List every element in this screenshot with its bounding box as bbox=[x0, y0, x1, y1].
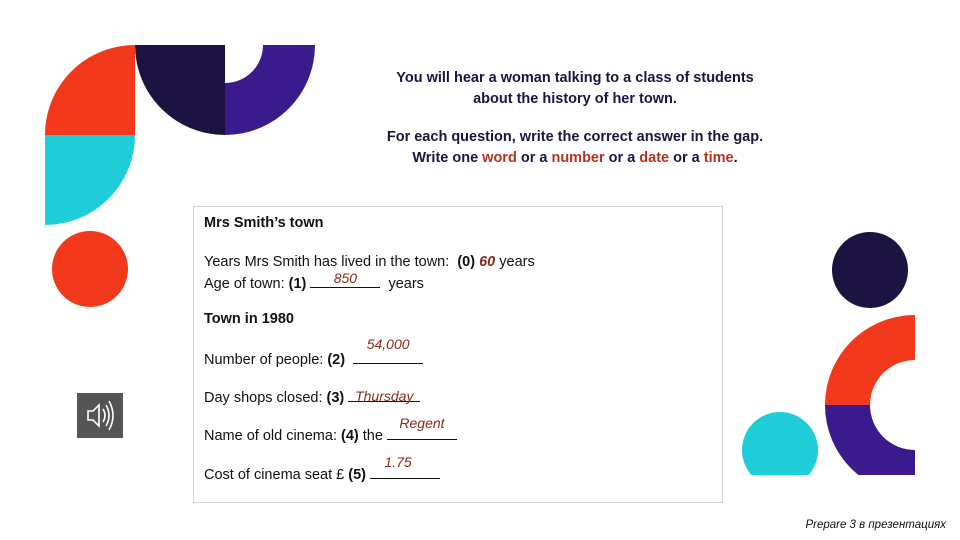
q1-answer-gap[interactable] bbox=[310, 270, 380, 288]
example-answer: 60 bbox=[479, 254, 496, 270]
highlight-time: time bbox=[703, 149, 734, 166]
highlight-word: word bbox=[482, 149, 517, 166]
q2-number: (2) bbox=[327, 352, 346, 368]
question-1-row bbox=[204, 270, 424, 292]
q3-label: Day shops closed: bbox=[204, 390, 323, 406]
section-heading: Town in 1980 bbox=[204, 311, 294, 327]
q4-answer: Regent bbox=[399, 415, 445, 431]
question-3-row bbox=[204, 387, 420, 406]
instruction-line-3: For each question, write the correct answer in the gap. bbox=[386, 129, 764, 145]
example-number: (0) bbox=[457, 254, 476, 270]
highlight-number: number bbox=[551, 149, 605, 166]
task-title: Mrs Smith’s town bbox=[204, 215, 324, 231]
q4-answer-gap[interactable] bbox=[387, 415, 457, 440]
q4-label: Name of old cinema: bbox=[204, 428, 337, 444]
example-label: Years Mrs Smith has lived in the town: bbox=[204, 254, 450, 270]
task-box bbox=[193, 206, 723, 503]
q3-answer-gap[interactable] bbox=[348, 387, 420, 402]
q5-label: Cost of cinema seat £ bbox=[204, 467, 345, 483]
instruction-line-1: You will hear a woman talking to a class of students bbox=[396, 70, 754, 86]
q5-answer-gap[interactable] bbox=[370, 454, 440, 479]
q3-number: (3) bbox=[326, 390, 345, 406]
footer-caption: Prepare 3 в презентациях bbox=[805, 519, 946, 531]
question-2-row bbox=[204, 336, 423, 368]
q4-number: (4) bbox=[341, 428, 359, 444]
q2-label: Number of people: bbox=[204, 352, 324, 368]
q1-unit: years bbox=[388, 276, 424, 292]
q3-answer: Thursday bbox=[355, 388, 414, 404]
instructions bbox=[340, 68, 810, 168]
q1-number: (1) bbox=[288, 276, 307, 292]
instruction-line-4: Write one word or a number or a date or a time. bbox=[412, 149, 738, 166]
q1-answer: 850 bbox=[333, 270, 358, 286]
example-unit: years bbox=[499, 254, 535, 270]
q5-number: (5) bbox=[348, 467, 367, 483]
audio-play-button[interactable] bbox=[77, 393, 123, 438]
instruction-line-2: about the history of her town. bbox=[473, 90, 677, 107]
q2-answer: 54,000 bbox=[366, 336, 410, 352]
question-5-row bbox=[204, 454, 440, 483]
q2-answer-gap[interactable] bbox=[353, 336, 423, 364]
speaker-icon bbox=[77, 393, 123, 438]
highlight-date: date bbox=[639, 149, 670, 166]
example-row bbox=[204, 254, 535, 270]
q4-article: the bbox=[362, 428, 383, 444]
question-4-row bbox=[204, 415, 457, 444]
decor-left-notch bbox=[222, 40, 282, 130]
q1-label: Age of town: bbox=[204, 276, 285, 292]
decor-right-shapes bbox=[720, 225, 960, 475]
q5-answer: 1.75 bbox=[384, 454, 412, 470]
